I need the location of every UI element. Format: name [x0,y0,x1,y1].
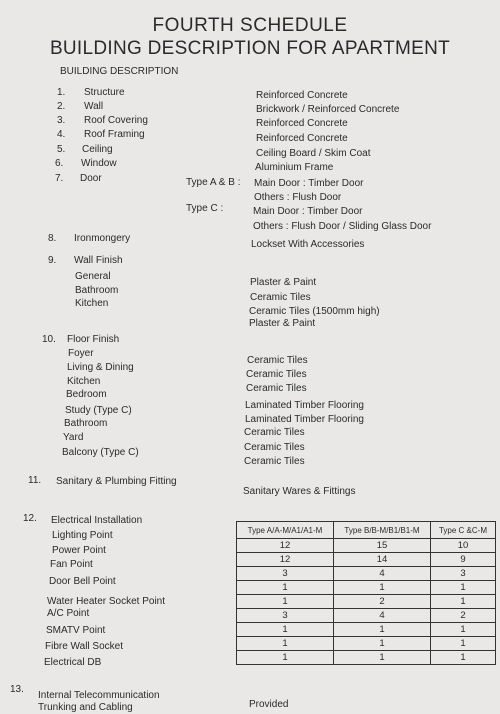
table-cell: 4 [334,609,431,623]
table-cell: 14 [334,553,431,567]
item-number: 6. [55,158,64,169]
sub-label: Fan Point [50,559,93,570]
item-label: Roof Covering [84,115,148,126]
item-value: Others : Flush Door [254,192,342,203]
table-row [237,609,496,623]
sub-label: Study (Type C) [65,405,132,416]
item-number: 8. [48,233,57,244]
table-row [237,595,496,609]
item-value: Ceramic Tiles [244,442,305,453]
title-line-1: FOURTH SCHEDULE [152,15,348,36]
item-value: Ceramic Tiles [244,427,305,438]
sub-label: A/C Point [47,608,90,619]
item-label: Wall Finish [74,255,123,266]
item-number: 7. [55,173,64,184]
sub-label: Water Heater Socket Point [47,596,166,607]
item-label: Internal Telecommunication [38,690,160,701]
item-value: Main Door : Timber Door [254,178,364,189]
sub-label: Balcony (Type C) [62,447,139,458]
table-cell: 12 [237,553,334,567]
table-cell: 1 [237,581,334,595]
table-cell: 4 [334,567,431,581]
table-row [237,637,496,651]
section-heading: BUILDING DESCRIPTION [60,66,179,77]
item-label: Roof Framing [84,129,145,140]
table-header: Type A/A-M/A1/A1-M [237,522,334,539]
item-label: Electrical Installation [51,515,143,526]
item-number: 12. [23,513,37,524]
table-row [237,581,496,595]
item-value: Sanitary Wares & Fittings [243,486,356,497]
item-value: Reinforced Concrete [256,90,348,101]
sub-label: Bedroom [66,389,107,400]
item-value: Brickwork / Reinforced Concrete [256,104,400,115]
item-label: Trunking and Cabling [38,702,133,713]
item-value: Ceramic Tiles (1500mm high) [249,306,380,317]
item-value: Ceramic Tiles [246,369,307,380]
item-value: Reinforced Concrete [256,118,348,129]
table-cell: 1 [431,595,496,609]
table-cell: 1 [431,581,496,595]
item-value: Aluminium Frame [255,162,334,173]
item-label: Structure [84,87,125,98]
table-cell: 1 [237,651,334,665]
table-cell: 12 [237,539,334,553]
item-value: Plaster & Paint [250,277,317,288]
item-value: Plaster & Paint [249,318,316,329]
sub-label: Bathroom [64,418,108,429]
item-value: Laminated Timber Flooring [245,400,364,411]
table-row [237,567,496,581]
item-number: 13. [10,684,24,695]
item-value: Ceramic Tiles [250,292,311,303]
item-value: Ceramic Tiles [246,383,307,394]
sub-label: Kitchen [75,298,109,309]
sub-label: Living & Dining [67,362,134,373]
table-cell: 2 [334,595,431,609]
sub-label: General [75,271,111,282]
table-cell: 1 [334,623,431,637]
item-value: Reinforced Concrete [256,133,348,144]
item-value: Lockset With Accessories [251,239,365,250]
table-row [237,623,496,637]
table-cell: 3 [431,567,496,581]
item-value: Provided [249,699,289,710]
sub-label: Power Point [52,545,106,556]
table-cell: 1 [334,651,431,665]
door-type-ab: Type A & B : [186,177,241,188]
item-label: Ceiling [82,144,113,155]
sub-label: Yard [63,432,84,443]
item-number: 3. [57,115,66,126]
table-row [237,539,496,553]
item-value: Ceramic Tiles [247,355,308,366]
sub-label: Kitchen [67,376,101,387]
item-number: 11. [28,475,42,486]
table-cell: 1 [237,637,334,651]
item-value: Main Door : Timber Door [253,206,363,217]
item-label: Floor Finish [67,334,120,345]
item-label: Ironmongery [74,233,131,244]
table-cell: 1 [431,651,496,665]
table-cell: 1 [237,595,334,609]
table-cell: 15 [334,539,431,553]
table-row [237,651,496,665]
table-header: Type C &C-M [431,522,496,539]
table-cell: 3 [237,609,334,623]
item-label: Window [81,158,117,169]
table-cell: 9 [431,553,496,567]
title-line-2: BUILDING DESCRIPTION FOR APARTMENT [49,38,451,59]
electrical-points-table [236,521,496,665]
table-row [237,553,496,567]
item-value: Laminated Timber Flooring [245,414,364,425]
item-value: Ceiling Board / Skim Coat [256,148,371,159]
sub-label: Lighting Point [52,530,113,541]
sub-label: SMATV Point [46,625,106,636]
item-number: 5. [57,144,66,155]
table-cell: 3 [237,567,334,581]
item-label: Wall [84,101,104,112]
table-cell: 1 [431,637,496,651]
item-value: Others : Flush Door / Sliding Glass Door [253,221,432,232]
table-cell: 2 [431,609,496,623]
table-cell: 1 [237,623,334,637]
item-number: 10. [42,334,56,345]
table-header: Type B/B-M/B1/B1-M [334,522,431,539]
table-cell: 1 [431,623,496,637]
item-label: Sanitary & Plumbing Fitting [56,476,177,487]
sub-label: Foyer [68,348,94,359]
item-value: Ceramic Tiles [244,456,305,467]
table-cell: 1 [334,637,431,651]
item-number: 1. [57,87,66,98]
door-type-c: Type C : [186,203,224,214]
sub-label: Bathroom [75,285,119,296]
item-number: 9. [48,255,57,266]
item-number: 4. [57,129,66,140]
table-cell: 10 [431,539,496,553]
table-cell: 1 [334,581,431,595]
sub-label: Electrical DB [44,657,102,668]
sub-label: Door Bell Point [49,576,116,587]
item-number: 2. [57,101,66,112]
item-label: Door [80,173,102,184]
sub-label: Fibre Wall Socket [45,641,123,652]
